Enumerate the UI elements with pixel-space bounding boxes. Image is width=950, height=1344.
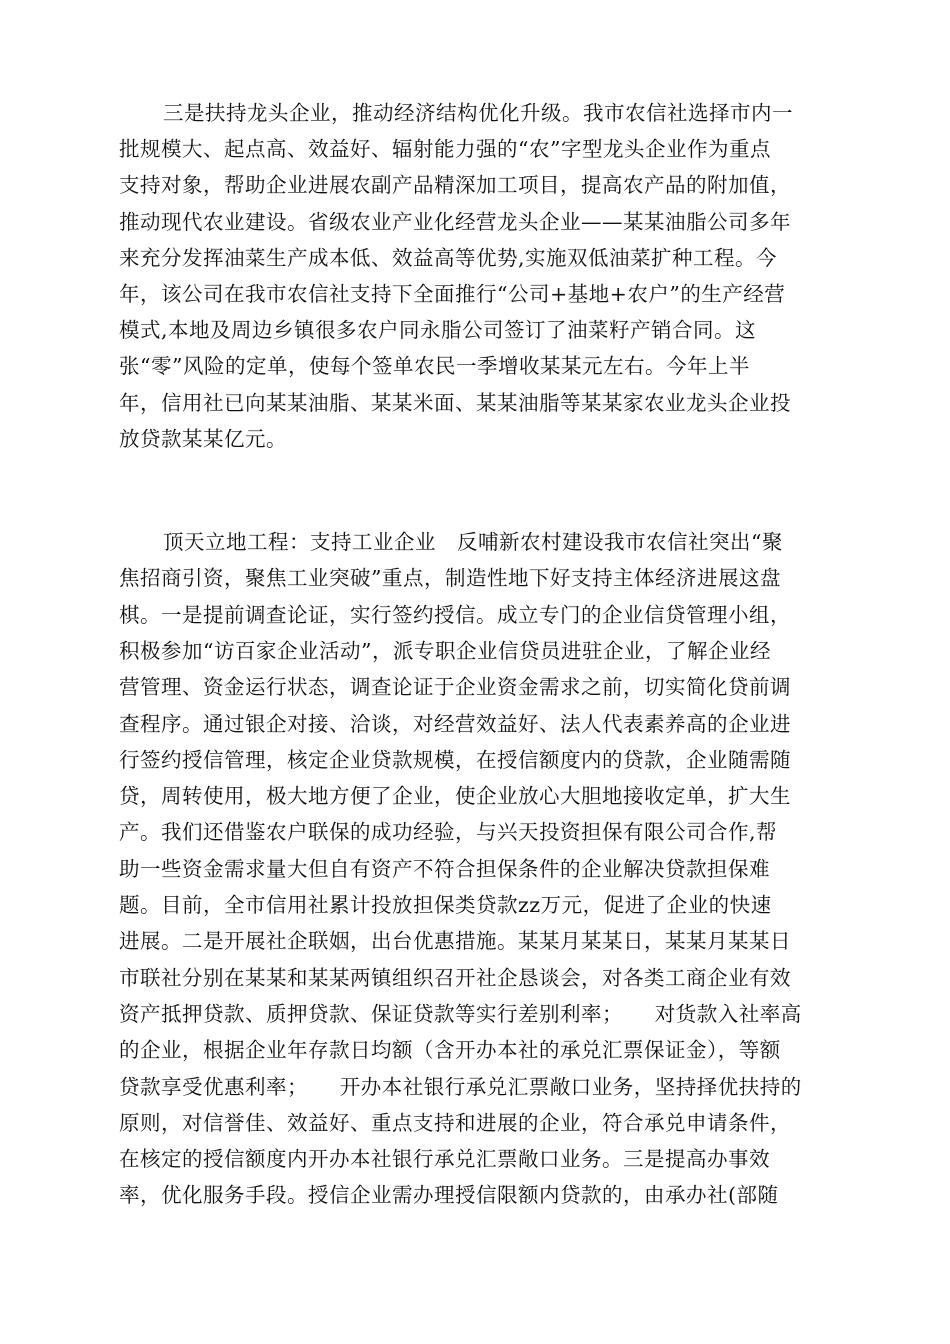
- text-line: 棋。一是提前调查论证，实行签约授信。成立专门的企业信贷管理小组，: [119, 602, 791, 627]
- text-line: 率，优化服务手段。授信企业需办理授信限额内贷款的，由承办社(部随: [119, 1183, 779, 1208]
- text-line: 推动现代农业建设。省级农业产业化经营龙头企业——某某油脂公司多年: [119, 209, 791, 234]
- text-line: 资产抵押贷款、质押贷款、保证贷款等实行差别利率； 对货款入社率高: [119, 1001, 802, 1026]
- text-line: 年，信用社已向某某油脂、某某米面、某某油脂等某某家农业龙头企业投: [119, 390, 791, 415]
- text-line: 顶天立地工程：支持工业企业 反哺新农村建设我市农信社突出“聚: [163, 530, 783, 554]
- text-line: 批规模大、起点高、效益好、辐射能力强的“农”字型龙头企业作为重点: [119, 137, 771, 162]
- text-line: 助一些资金需求量大但自有资产不符合担保条件的企业解决贷款担保难: [119, 856, 770, 881]
- text-line: 支持对象，帮助企业进展农副产品精深加工项目，提高农产品的附加值，: [119, 173, 791, 198]
- text-line: 在核定的授信额度内开办本社银行承兑汇票敞口业务。三是提高办事效: [119, 1147, 770, 1172]
- text-line: 模式,本地及周边乡镇很多农户同永脂公司签订了油菜籽产销合同。这: [119, 318, 757, 343]
- text-line: 营管理、资金运行状态，调查论证于企业资金需求之前，切实简化贷前调: [119, 675, 791, 700]
- text-line: 市联社分别在某某和某某两镇组织召开社企恳谈会，对各类工商企业有效: [119, 965, 791, 990]
- text-line: 贷款享受优惠利率； 开办本社银行承兑汇票敞口业务，坚持择优扶持的: [119, 1074, 802, 1099]
- text-line: 的企业，根据企业年存款日均额（含开办本社的承兑汇票保证金），等额: [119, 1038, 781, 1063]
- text-line: 产。我们还借鉴农户联保的成功经验，与兴天投资担保有限公司合作,帮: [119, 820, 778, 845]
- text-line: 积极参加“访百家企业活动”，派专职企业信贷员进驻企业，了解企业经: [119, 638, 771, 663]
- text-line: 进展。二是开展社企联姻，出台优惠措施。某某月某某日，某某月某某日: [119, 929, 791, 954]
- text-line: 放贷款某某亿元。: [119, 426, 287, 451]
- text-line: 来充分发挥油菜生产成本低、效益高等优势,实施双低油菜扩种工程。今: [119, 245, 778, 270]
- text-line: 焦招商引资，聚焦工业突破”重点，制造性地下好支持主体经济进展这盘: [119, 566, 781, 591]
- text-line: 题。目前，全市信用社累计投放担保类贷款zz万元，促进了企业的快速: [119, 893, 772, 917]
- text-line: 查程序。通过银企对接、洽谈，对经营效益好、法人代表素养高的企业进: [119, 711, 791, 736]
- text-line: 行签约授信管理，核定企业贷款规模，在授信额度内的贷款，企业随需随: [119, 747, 791, 772]
- text-line: 年，该公司在我市农信社支持下全面推行“公司+基地+农户”的生产经营: [119, 282, 786, 306]
- text-line: 张“零”风险的定单，使每个签单农民一季增收某某元左右。今年上半: [119, 354, 750, 379]
- text-line: 原则，对信誉佳、效益好、重点支持和进展的企业，符合承兑申请条件，: [119, 1110, 791, 1135]
- text-line: 三是扶持龙头企业，推动经济结构优化升级。我市农信社选择市内一: [163, 101, 793, 125]
- text-line: 贷，周转使用，极大地方便了企业，使企业放心大胆地接收定单，扩大生: [119, 784, 791, 809]
